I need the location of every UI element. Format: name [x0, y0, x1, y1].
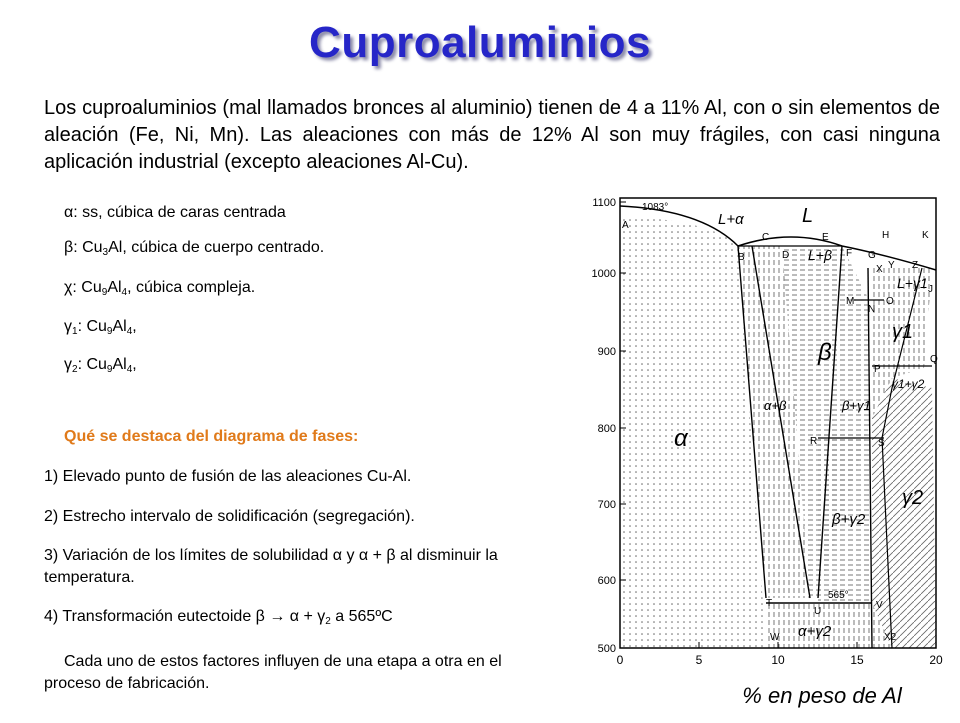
label-L: L [802, 205, 814, 227]
x-tick-5: 5 [695, 653, 703, 667]
point-Y: Y [888, 260, 895, 271]
arrow-icon: → [269, 608, 286, 625]
y-tick-900: 900 [597, 346, 616, 358]
point-O: O [886, 296, 894, 307]
point-S: S [878, 438, 885, 449]
label-gamma2: γ2 [902, 487, 924, 509]
point-A: A [622, 220, 629, 231]
label-alpha-gamma2: α+γ2 [798, 623, 832, 640]
label-L-alpha: L+α [718, 211, 744, 228]
label-L-beta: L+β [808, 247, 832, 263]
point-G: G [868, 250, 876, 261]
point-Z: Z [912, 260, 919, 271]
x-axis-label: % en peso de Al [742, 683, 902, 708]
point-D: D [782, 250, 790, 261]
point-2: 2) Estrecho intervalo de solidificación (segregación). [44, 508, 415, 525]
label-gamma1-gamma2: γ1+γ2 [892, 377, 925, 391]
phase-alpha: α: ss, cúbica de caras centrada [64, 204, 286, 221]
point-1: 1) Elevado punto de fusión de las aleaciones Cu-Al. [44, 468, 412, 485]
x-tick-0: 0 [616, 653, 624, 667]
phase-chi: χ: $Cu_9Al_4$, cúbica compleja. [64, 279, 256, 298]
closing-paragraph: Cada uno de estos factores influyen de una etapa a otra en el proceso de fabricación. [44, 653, 502, 692]
y-tick-700: 700 [597, 499, 616, 511]
page-title: Cuproaluminios [309, 18, 651, 67]
label-beta: β [818, 339, 832, 366]
point-N: N [868, 304, 876, 315]
point-Q: Q [930, 354, 938, 365]
phase-gamma2: $\gamma_2$: $Cu_9Al_4$, [64, 356, 137, 375]
point-M: M [846, 296, 855, 307]
phase-beta: β: $Cu_3Al$, cúbica de cuerpo centrado. [64, 239, 325, 258]
y-tick-1100: 1100 [592, 197, 616, 209]
point-U: U [814, 606, 822, 617]
y-tick-600: 600 [597, 575, 616, 587]
point-T: T [766, 598, 773, 609]
point-C: C [762, 232, 770, 243]
point-4: 4) Transformación eutectoide $\beta \to \alpha + \gamma_2$ a 565ºC [44, 608, 393, 627]
label-L-gamma1: L+γ1 [897, 275, 928, 291]
point-W: W [770, 632, 780, 643]
label-beta-gamma2: β+γ2 [832, 511, 866, 528]
section-subtitle: Qué se destaca del diagrama de fases: [64, 428, 359, 445]
point-P: P [874, 364, 881, 375]
point-E: E [822, 232, 829, 243]
intro-paragraph: Los cuproaluminios (mal llamados bronces al aluminio) tienen de 4 a 11% Al, con o sin elementos de aleación (Fe, Ni, Mn). Las aleaciones con más de 12% Al son muy frágiles, con casi ninguna aplicación industrial (excepto aleaciones Al-Cu). [44, 97, 940, 173]
melting-point-label: 1083° [642, 202, 669, 213]
eutectoid-temp-label: 565° [828, 590, 849, 601]
point-3: 3) Variación de los límites de solubilidad α y α + β al disminuir la temperatura. [44, 547, 498, 586]
point-R: R [810, 436, 818, 447]
y-tick-500: 500 [597, 643, 616, 655]
point-H: H [882, 230, 890, 241]
label-beta-gamma1: β+γ1 [842, 398, 871, 413]
y-tick-1000: 1000 [592, 268, 616, 280]
point-X: X [876, 264, 883, 275]
phase-diagram [592, 188, 956, 723]
y-tick-800: 800 [597, 423, 616, 435]
label-alpha-beta: α+β [764, 398, 787, 413]
label-gamma1: γ1 [892, 321, 914, 343]
point-X2: X2 [884, 632, 897, 643]
x-tick-15: 15 [850, 653, 864, 667]
x-tick-20: 20 [929, 653, 943, 667]
phase-gamma1: $\gamma_1$: $Cu_9Al_4$, [64, 318, 137, 337]
point-B: B [738, 252, 745, 263]
point-K: K [922, 230, 929, 241]
x-tick-10: 10 [771, 653, 785, 667]
point-J: J [928, 284, 933, 295]
point-F: F [846, 248, 853, 259]
phase-diagram-svg [592, 188, 956, 718]
label-alpha: α [674, 425, 688, 452]
point-V: V [876, 600, 883, 611]
